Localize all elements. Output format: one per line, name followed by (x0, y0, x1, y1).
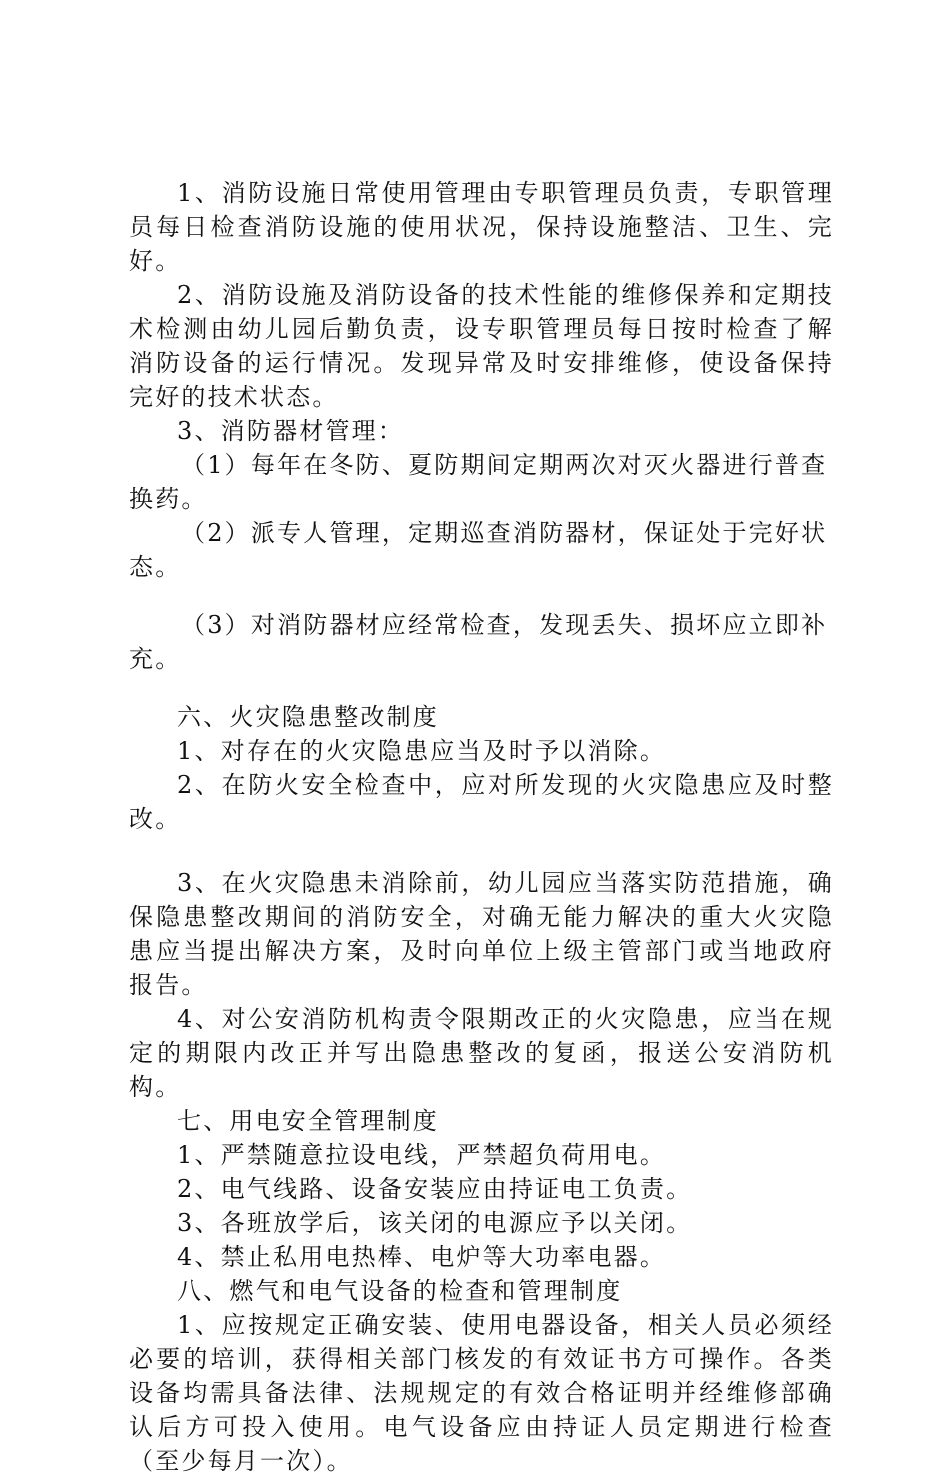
paragraph-prevention-measures: 3、在火灾隐患未消除前，幼儿园应当落实防范措施，确保隐患整改期间的消防安全，对确无能力解决的重大火灾隐患应当提出解决方案，及时向单位上级主管部门或当地政府报告。 (129, 869, 834, 999)
paragraph-equipment-maintenance: 2、消防设施及消防设备的技术性能的维修保养和定期技术检测由幼儿园后勤负责，设专职管理员每日按时检查了解消防设备的运行情况。发现异常及时安排维修，使设备保持完好的技术状态。 (129, 281, 834, 411)
paragraph-dedicated-staff: （2）派专人管理，定期巡查消防器材，保证处于完好状态。 (129, 519, 828, 581)
paragraph-hazard-elimination: 1、对存在的火灾隐患应当及时予以消除。 (177, 737, 667, 765)
paragraph-extinguisher-check: （1）每年在冬防、夏防期间定期两次对灭火器进行普查换药。 (129, 451, 828, 513)
paragraph-no-high-power: 4、禁止私用电热棒、电炉等大功率电器。 (177, 1243, 667, 1271)
paragraph-certified-electrician: 2、电气线路、设备安装应由持证电工负责。 (177, 1175, 693, 1203)
paragraph-equipment-management-heading: 3、消防器材管理： (177, 417, 405, 445)
paragraph-hazard-rectification: 2、在防火安全检查中，应对所发现的火灾隐患应及时整改。 (129, 771, 834, 833)
paragraph-facility-daily-management: 1、消防设施日常使用管理由专职管理员负责，专职管理员每日检查消防设施的使用状况，保持设施整洁、卫生、完好。 (129, 179, 834, 275)
paragraph-deadline-correction: 4、对公安消防机构责令限期改正的火灾隐患，应当在规定的期限内改正并写出隐患整改的复函，报送公安消防机构。 (129, 1005, 834, 1101)
paragraph-device-installation: 1、应按规定正确安装、使用电器设备，相关人员必须经必要的培训，获得相关部门核发的有效证书方可操作。各类设备均需具备法律、法规规定的有效合格证明并经维修部确认后方可投入使用。电气设备应由持证人员定期进行检查（至少每月一次）。 (129, 1311, 834, 1475)
paragraph-no-overload: 1、严禁随意拉设电线，严禁超负荷用电。 (177, 1141, 667, 1169)
section-heading-gas-electrical: 八、燃气和电气设备的检查和管理制度 (177, 1277, 623, 1305)
section-heading-fire-hazard: 六、火灾隐患整改制度 (177, 703, 439, 731)
section-heading-electrical-safety: 七、用电安全管理制度 (177, 1107, 439, 1135)
paragraph-power-off: 3、各班放学后，该关闭的电源应予以关闭。 (177, 1209, 693, 1237)
document-body (129, 176, 834, 1478)
paragraph-regular-inspection: （3）对消防器材应经常检查，发现丢失、损坏应立即补充。 (129, 611, 828, 673)
